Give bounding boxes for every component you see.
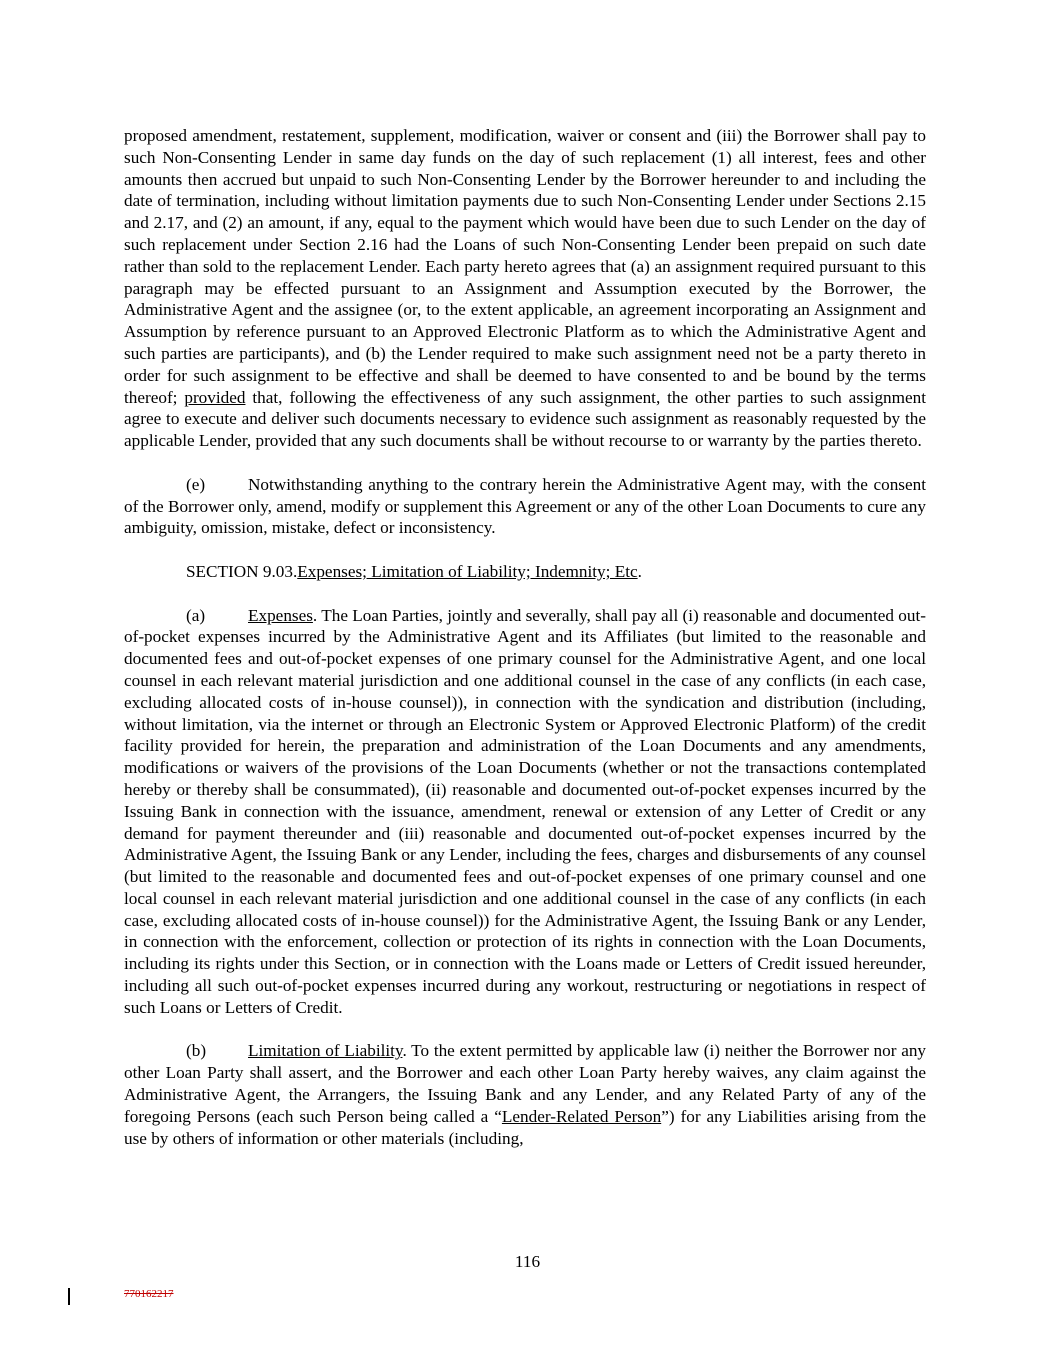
paragraph-b-tail: ”) for any Liabilities arising from the use by others of information or other materials (including,: [124, 1106, 927, 1148]
revision-change-bar: [68, 1288, 70, 1305]
paragraph-e-text: Notwithstanding anything to the contrary herein the Administrative Agent may, with the consent of the Borrower only, amend, modify or supplement this Agreement or any of the other Loan Documents to cure any ambiguity, omission, mistake, defect or inconsistency.: [124, 474, 926, 538]
paragraph-continuation-text: proposed amendment, restatement, supplement, modification, waiver or consent and (iii) the Borrower shall pay to such Non-Consenting Lender in same day funds on the day of such replacement (1) all interest, fees and other amounts then accrued but unpaid to such Non-Consenting Lender by the Borrower hereunder to and including the date of termination, including without limitation payments due to such Non-Consenting Lender under Sections 2.15 and 2.17, and (2) an amount, if any, equal to the payment which would have been due to such Lender on the day of such replacement under Section 2.16 had the Loans of such Non-Consenting Lender been prepaid on such date rather than sold to the replacement Lender. Each party hereto agrees that (a) an assignment required pursuant to this paragraph may be effected pursuant to an Assignment and Assumption executed by the Borrower, the Administrative Agent and the assignee (or, to the extent applicable, an agreement incorporating an Assignment and Assumption by reference pursuant to an Approved Electronic Platform as to which the Administrative Agent and such parties are participants), and (b) the Lender required to make such assignment need not be a party thereto in order for such assignment to be effective and shall be deemed to have consented to and be bound by the terms thereof;: [124, 126, 926, 407]
paragraph-b-label: (b): [186, 1041, 207, 1061]
section-number: SECTION 9.03.: [186, 561, 298, 581]
paragraph-continuation: [124, 125, 926, 452]
page-number: 116: [514, 1252, 541, 1271]
defined-term-lender-related-person: Lender-Related Person: [501, 1106, 662, 1126]
section-title: Expenses; Limitation of Liability; Indemnity; Etc: [297, 561, 638, 581]
paragraph-e: [124, 474, 926, 539]
paragraph-a-text: . The Loan Parties, jointly and severally, shall pay all (i) reasonable and documented out-of-pocket expenses incurred by the Administrative Agent and its Affiliates (but limited to the reasonable and documented fees and out-of-pocket expenses of one primary counsel for the Administrative Agent, and one local counsel in each relevant material jurisdiction and one additional counsel in the case of any conflicts (in each case, excluding allocated costs of in-house counsel)), in connection with the syndication and distribution (including, without limitation, via the internet or through an Electronic System or Approved Electronic Platform) of the credit facility provided for herein, the preparation and administration of the Loan Documents and any amendments, modifications or waivers of the provisions of the Loan Documents (whether or not the transactions contemplated hereby or thereby shall be consummated), (ii) reasonable and documented out-of-pocket expenses incurred by the Issuing Bank in connection with the issuance, amendment, renewal or extension of any Letter of Credit or any demand for payment thereunder and (iii) reasonable and documented out-of-pocket expenses incurred by the Administrative Agent, the Issuing Bank or any Lender, including the fees, charges and disbursements of any counsel (but limited to the reasonable and documented fees and out-of-pocket expenses of one primary counsel and one local counsel in each relevant material jurisdiction and one additional counsel in the case of any conflicts (in each case, excluding allocated costs of in-house counsel)) for the Administrative Agent, the Issuing Bank or any Lender, in connection with the enforcement, collection or protection of its rights in connection with the Loan Documents, including its rights under this Section, or in connection with the Loans made or Letters of Credit issued hereunder, including all such out-of-pocket expenses incurred during any workout, restructuring or negotiations in respect of such Loans or Letters of Credit.: [124, 605, 926, 1017]
paragraph-b-heading: Limitation of Liability: [248, 1041, 403, 1061]
section-title-period: .: [637, 561, 642, 581]
paragraph-b: [124, 1040, 926, 1149]
document-id: 770162217: [124, 1288, 174, 1300]
provided-term: provided: [184, 387, 246, 407]
paragraph-b-text: . To the extent permitted by applicable law (i) neither the Borrower nor any other Loan Party shall assert, and the Borrower and each other Loan Party hereby waives, any claim against the Administrative Agent, the Arrangers, the Issuing Bank and any Lender, and any Related Party of any of the foregoing Persons (each such Person being called a “: [124, 1041, 927, 1126]
paragraph-a: [124, 605, 926, 1019]
paragraph-continuation-tail: that, following the effectiveness of any such assignment, the other parties to such assignment agree to execute and deliver such documents necessary to evidence such assignment as reasonably requested by the applicable Lender, provided that any such documents shall be without recourse to or warranty by the parties thereto.: [124, 387, 927, 451]
paragraph-e-label: (e): [186, 474, 206, 494]
paragraph-a-label: (a): [186, 605, 206, 625]
paragraph-a-heading: Expenses: [248, 605, 313, 625]
document-body: [124, 125, 926, 1149]
section-heading: [124, 561, 926, 583]
